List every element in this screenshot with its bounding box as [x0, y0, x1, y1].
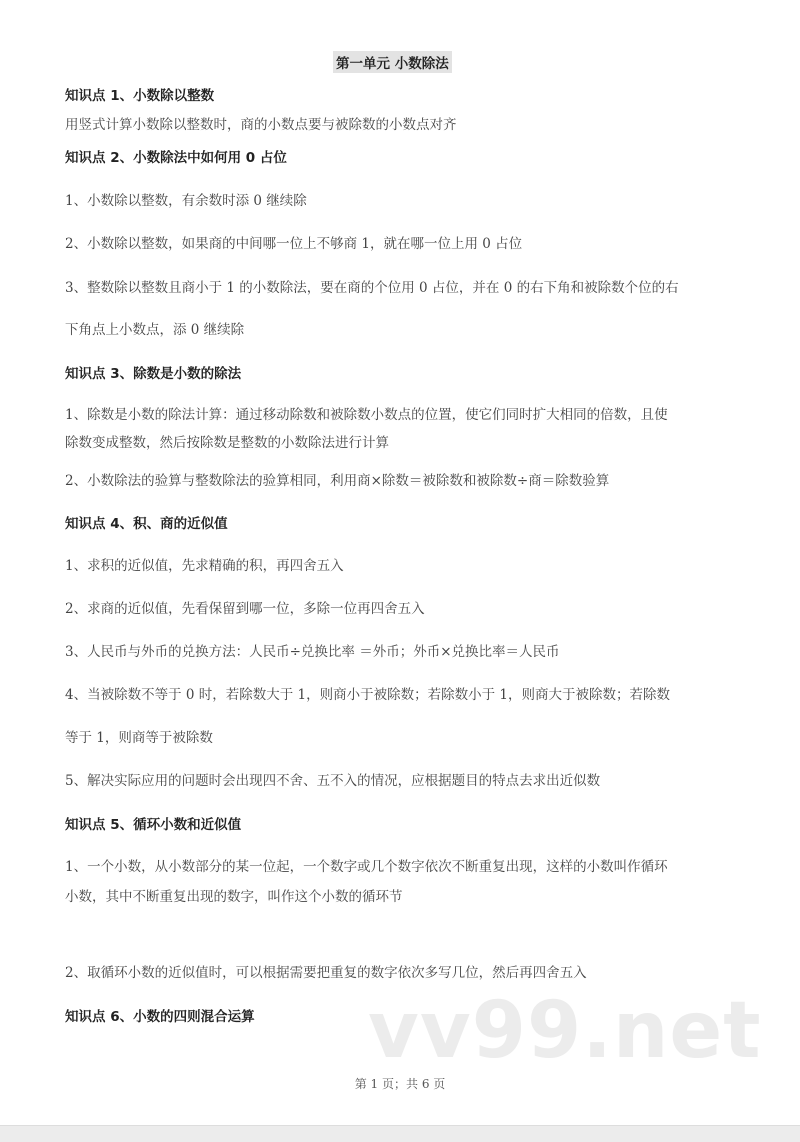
paragraph-line: 等于 1，则商等于被除数	[65, 730, 213, 746]
paragraph-line: 2、求商的近似值，先看保留到哪一位，多除一位再四舍五入	[65, 601, 425, 617]
section-heading: 知识点 2、小数除法中如何用 0 占位	[65, 150, 287, 166]
paragraph-line: 除数变成整数，然后按除数是整数的小数除法进行计算	[65, 435, 389, 451]
paragraph-line: 3、人民币与外币的兑换方法：人民币÷兑换比率 ＝外币；外币×兑换比率＝人民币	[65, 644, 560, 660]
page-footer: 第 1 页；共 6 页	[354, 1077, 446, 1091]
paragraph-line: 1、除数是小数的除法计算：通过移动除数和被除数小数点的位置，使它们同时扩大相同的倍数，且使	[65, 407, 668, 423]
paragraph-line: 5、解决实际应用的问题时会出现四不舍、五不入的情况，应根据题目的特点去求出近似数	[65, 773, 601, 789]
paragraph-line: 2、小数除法的验算与整数除法的验算相同，利用商×除数＝被除数和被除数÷商＝除数验算	[65, 473, 610, 489]
paragraph-line: 下角点上小数点，添 0 继续除	[65, 322, 245, 338]
watermark: vv99.net	[368, 986, 762, 1076]
paragraph-line: 用竖式计算小数除以整数时，商的小数点要与被除数的小数点对齐	[65, 117, 457, 133]
paragraph-line: 2、取循环小数的近似值时，可以根据需要把重复的数字依次多写几位，然后再四舍五入	[65, 965, 587, 981]
document-title: 第一单元 小数除法	[333, 51, 452, 73]
viewer-bottom-bar	[0, 1125, 800, 1142]
paragraph-line: 4、当被除数不等于 0 时，若除数大于 1，则商小于被除数；若除数小于 1，则商大于被除数；若除数	[65, 687, 671, 703]
paragraph-line: 1、小数除以整数，有余数时添 0 继续除	[65, 193, 307, 209]
paragraph-line: 1、求积的近似值，先求精确的积，再四舍五入	[65, 558, 344, 574]
paragraph-line: 1、一个小数，从小数部分的某一位起，一个数字或几个数字依次不断重复出现，这样的小数叫作循环	[65, 859, 668, 875]
paragraph-line: 小数，其中不断重复出现的数字，叫作这个小数的循环节	[65, 889, 403, 905]
section-heading: 知识点 4、积、商的近似值	[65, 516, 228, 532]
paragraph-line: 2、小数除以整数，如果商的中间哪一位上不够商 1，就在哪一位上用 0 占位	[65, 236, 523, 252]
paragraph-line: 3、整数除以整数且商小于 1 的小数除法，要在商的个位用 0 占位，并在 0 的右下角和被除数个位的右	[65, 280, 679, 296]
section-heading: 知识点 3、除数是小数的除法	[65, 366, 242, 382]
section-heading: 知识点 1、小数除以整数	[65, 88, 215, 104]
section-heading: 知识点 5、循环小数和近似值	[65, 817, 242, 833]
section-heading: 知识点 6、小数的四则混合运算	[65, 1009, 255, 1025]
